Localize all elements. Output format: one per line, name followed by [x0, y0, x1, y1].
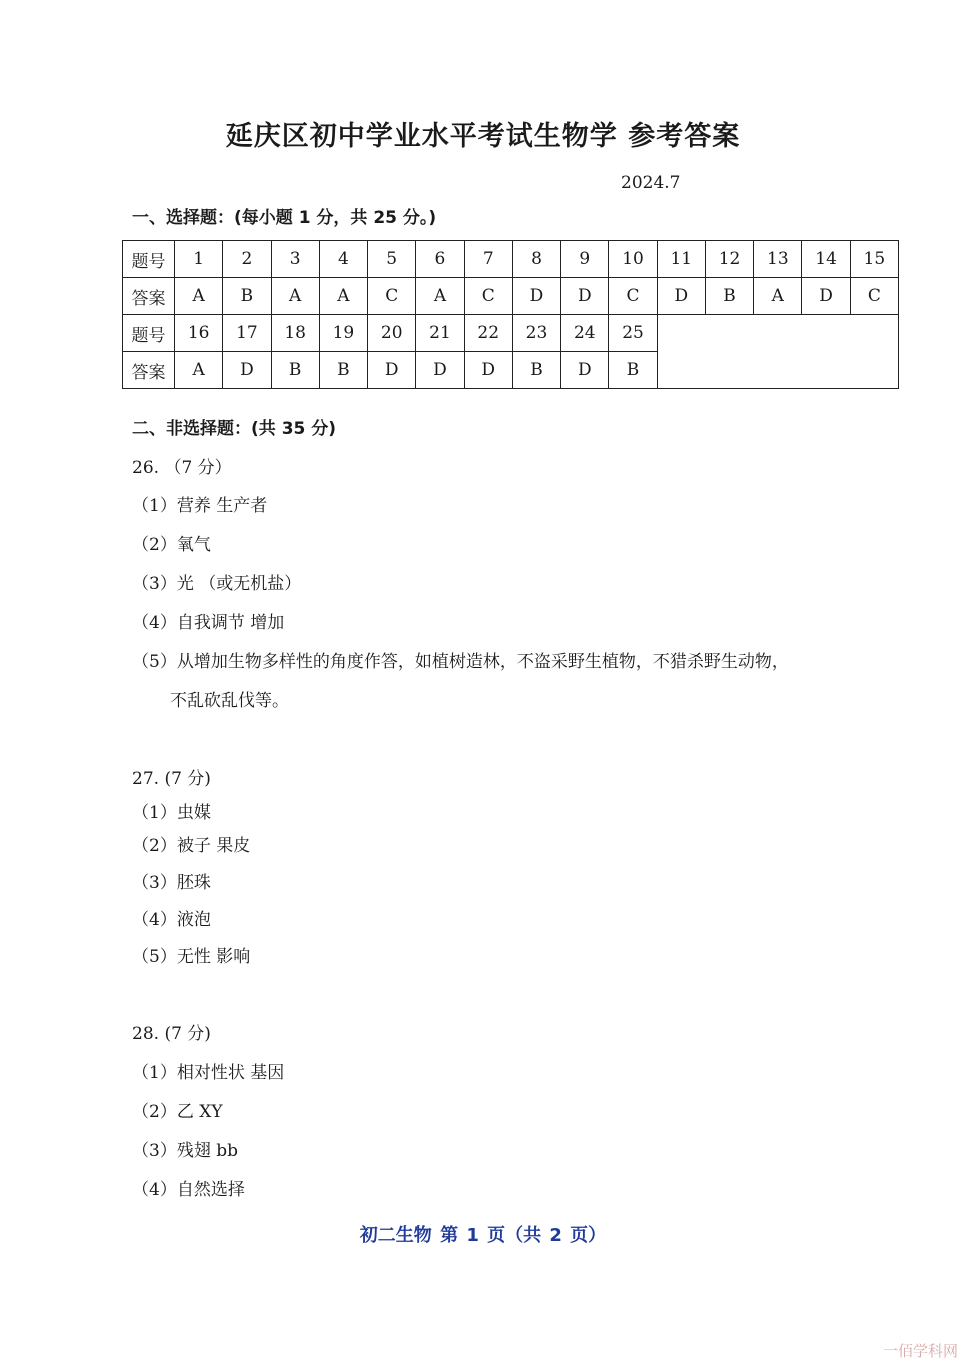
answer-line: （4）自然选择: [132, 1180, 245, 1200]
answer-line: （3）残翅 bb: [132, 1141, 238, 1161]
table-cell: 16: [175, 315, 223, 352]
question-28-heading: 28. (7 分): [132, 1024, 211, 1044]
table-cell: D: [802, 278, 850, 315]
table-cell: 19: [319, 315, 367, 352]
table-cell: B: [319, 352, 367, 389]
answer-line: （1）虫媒: [132, 803, 211, 823]
table-cell: 24: [561, 315, 609, 352]
table-cell: D: [416, 352, 464, 389]
table-cell: 21: [416, 315, 464, 352]
table-cell: A: [319, 278, 367, 315]
table-cell: 9: [561, 241, 609, 278]
table-cell: 1: [175, 241, 223, 278]
table-empty-area: [657, 315, 898, 389]
table-cell: D: [561, 278, 609, 315]
table-cell: B: [223, 278, 271, 315]
table-cell: 25: [609, 315, 657, 352]
table-cell: 7: [464, 241, 512, 278]
table-cell: A: [754, 278, 802, 315]
table-cell: 14: [802, 241, 850, 278]
answer-line: （2）氧气: [132, 535, 211, 555]
table-cell: A: [175, 278, 223, 315]
table-cell: 12: [705, 241, 753, 278]
table-cell: B: [512, 352, 560, 389]
table-cell: D: [464, 352, 512, 389]
question-27-heading: 27. (7 分): [132, 769, 211, 789]
answer-line: （4）液泡: [132, 910, 211, 930]
table-cell: D: [561, 352, 609, 389]
table-cell: 8: [512, 241, 560, 278]
table-cell: 10: [609, 241, 657, 278]
table-cell: B: [705, 278, 753, 315]
table-cell: C: [464, 278, 512, 315]
table-cell: D: [657, 278, 705, 315]
table-cell: B: [609, 352, 657, 389]
page-title: 延庆区初中学业水平考试生物学 参考答案: [225, 121, 741, 152]
answer-table: [122, 240, 899, 389]
page-footer: 初二生物 第 1 页（共 2 页）: [359, 1225, 607, 1246]
table-row: [123, 315, 899, 352]
table-cell: 22: [464, 315, 512, 352]
table-cell: 4: [319, 241, 367, 278]
answer-line: 不乱砍乱伐等。: [170, 691, 289, 711]
watermark: 一佰学科网: [882, 1342, 958, 1360]
table-cell: 3: [271, 241, 319, 278]
answer-line: （2）被子 果皮: [132, 836, 251, 856]
answer-line: （2）乙 XY: [132, 1102, 223, 1122]
table-cell: 5: [368, 241, 416, 278]
exam-date: 2024.7: [621, 173, 681, 193]
table-cell: 题号: [123, 315, 175, 352]
table-cell: C: [609, 278, 657, 315]
table-cell: B: [271, 352, 319, 389]
table-cell: 2: [223, 241, 271, 278]
table-row: [123, 241, 899, 278]
table-cell: 15: [850, 241, 898, 278]
table-cell: 题号: [123, 241, 175, 278]
table-cell: A: [271, 278, 319, 315]
answer-line: （1）相对性状 基因: [132, 1063, 285, 1083]
section-1-heading: 一、选择题：(每小题 1 分，共 25 分。): [132, 208, 437, 228]
table-cell: 17: [223, 315, 271, 352]
table-cell: D: [368, 352, 416, 389]
table-cell: 13: [754, 241, 802, 278]
table-cell: 6: [416, 241, 464, 278]
table-cell: 18: [271, 315, 319, 352]
table-cell: C: [368, 278, 416, 315]
table-cell: A: [416, 278, 464, 315]
table-cell: 20: [368, 315, 416, 352]
answer-line: （1）营养 生产者: [132, 496, 268, 516]
question-26-heading: 26. （7 分）: [132, 458, 232, 478]
answer-line: （3）胚珠: [132, 873, 211, 893]
answer-line: （5）无性 影响: [132, 947, 251, 967]
table-cell: 23: [512, 315, 560, 352]
table-cell: C: [850, 278, 898, 315]
table-cell: D: [512, 278, 560, 315]
table-cell: A: [175, 352, 223, 389]
table-row: [123, 278, 899, 315]
section-2-heading: 二、非选择题：(共 35 分): [132, 419, 337, 439]
table-cell: 答案: [123, 352, 175, 389]
table-cell: 答案: [123, 278, 175, 315]
table-cell: 11: [657, 241, 705, 278]
answer-line: （4）自我调节 增加: [132, 613, 285, 633]
table-cell: D: [223, 352, 271, 389]
answer-line: （5）从增加生物多样性的角度作答，如植树造林，不盗采野生植物，不猎杀野生动物，: [132, 652, 789, 672]
answer-line: （3）光 （或无机盐）: [132, 574, 302, 594]
